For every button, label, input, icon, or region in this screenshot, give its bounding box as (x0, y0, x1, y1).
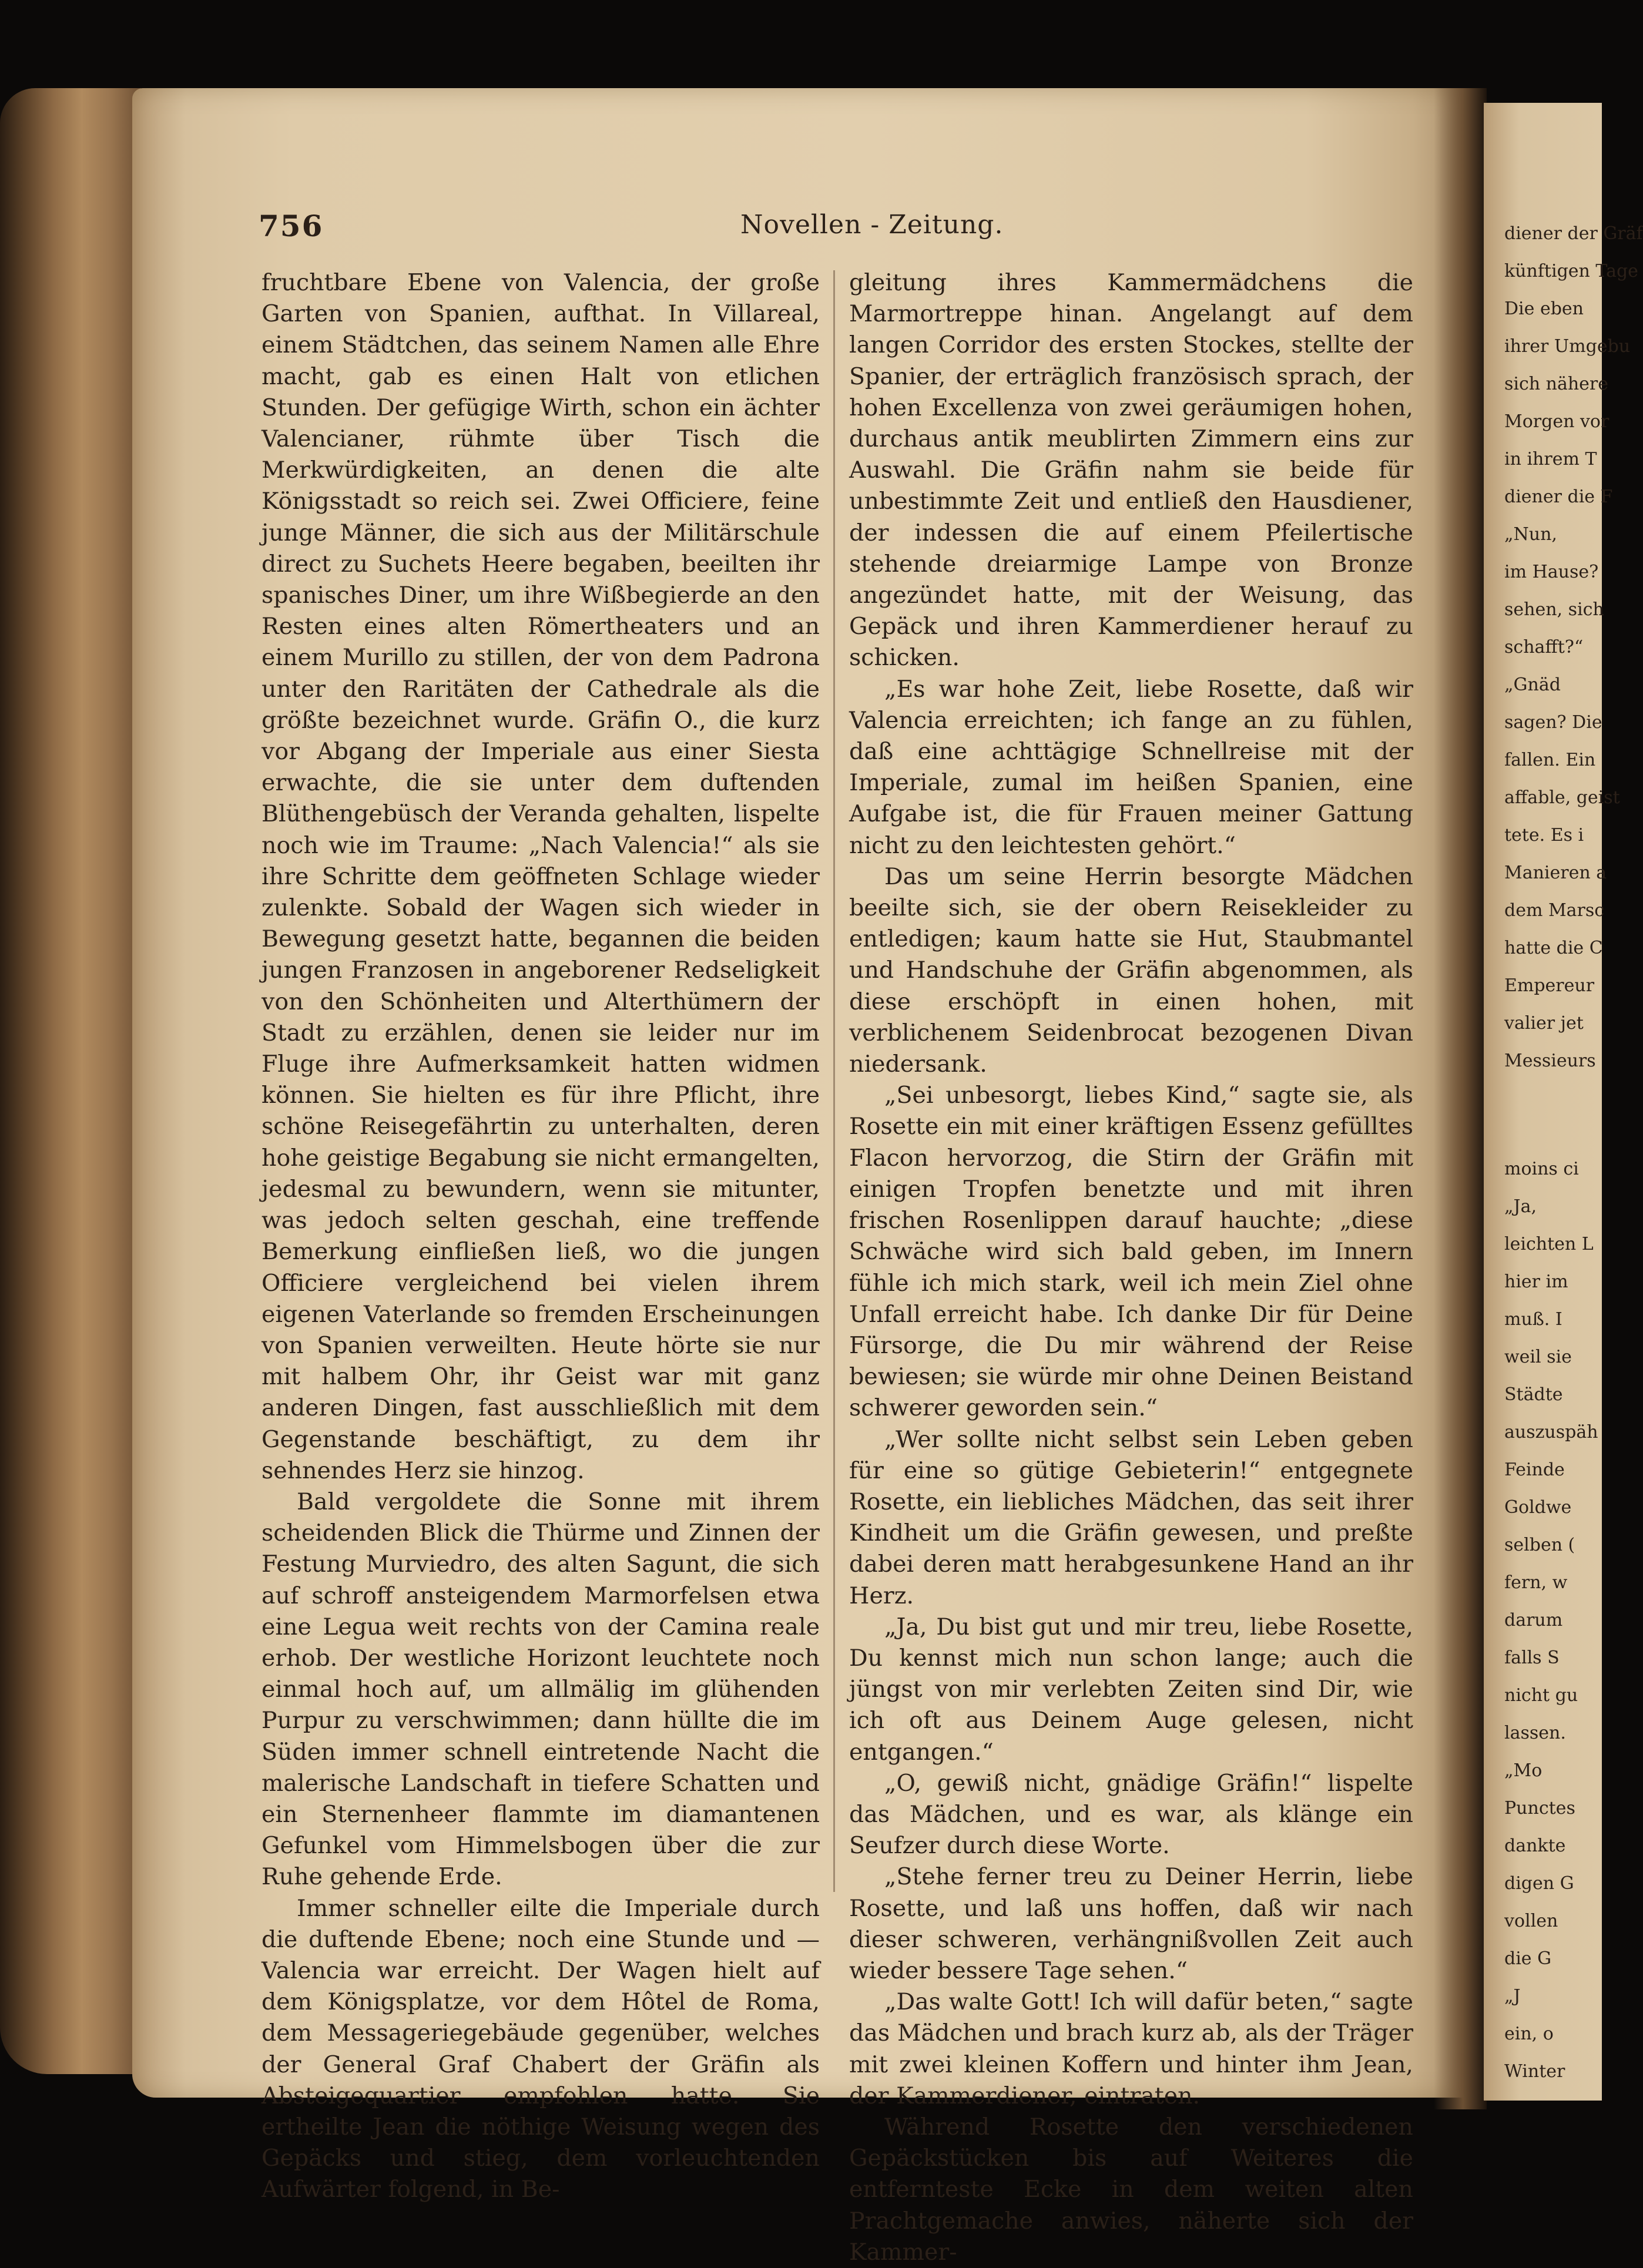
facing-page-line: hatte die C (1504, 938, 1603, 958)
paragraph: gleitung ihres Kammermädchens die Marmortreppe hinan. Angelangt auf dem langen Corridor des ersten Stockes, stellte der Spanier, der erträglich französisch sprach, der hohen Excellenza von zwei geräumigen hohen, durchaus antik meublirten Zimmern eins zur Auswahl. Die Gräfin nahm sie beide für unbestimmte Zeit und entließ den Hausdiener, der indessen die auf einem Pfeilertische stehende dreiarmige Lampe von Bronze angezündet hatte, mit der Weisung, das Gepäck und ihren Kammerdiener herauf zu schicken. (849, 269, 1413, 672)
facing-page-line: sehen, sich (1504, 599, 1604, 620)
facing-page-line: darum (1504, 1610, 1563, 1630)
facing-page-line: „J (1504, 1986, 1521, 2007)
paragraph: „Wer sollte nicht selbst sein Leben geben für eine so gütige Gebieterin!“ entgegnete Rosette, ein liebliches Mädchen, das seit ihrer Kindheit um die Gräfin gewesen, und preßte dabei deren matt herabgesunkene Hand an ihr Herz. (849, 1425, 1413, 1609)
facing-page-line: Feinde (1504, 1460, 1565, 1480)
facing-page-line: digen G (1504, 1873, 1574, 1894)
facing-page-line: tete. Es i (1504, 825, 1584, 846)
facing-page-line: Die eben (1504, 298, 1584, 319)
book-gutter (1434, 88, 1487, 2109)
column-divider (833, 270, 835, 1892)
paragraph: „Ja, Du bist gut und mir treu, liebe Rosette, Du kennst mich nun schon lange; auch die jüngst von mir verlebten Zeiten sind Dir, wie ich oft aus Deinem Auge gelesen, nicht entgangen.“ (849, 1613, 1413, 1766)
facing-page-line: valier jet (1504, 1013, 1584, 1034)
facing-page-line: weil sie (1504, 1347, 1572, 1367)
facing-page-line: hier im (1504, 1271, 1568, 1292)
book-page-edges (0, 88, 141, 2074)
facing-page-line: nicht gu (1504, 1685, 1578, 1706)
facing-page-line: künftigen Tage (1504, 261, 1638, 281)
facing-page-line: im Hause? (1504, 562, 1599, 582)
paragraph: „Sei unbesorgt, liebes Kind,“ sagte sie, als Rosette ein mit einer kräftigen Essenz gefülltes Flacon hervorzog, die Stirn der Gräfin mit einigen Tropfen benetzte und mit ihren frischen Rosenlippen darauf hauchte; „diese Schwäche wird sich bald geben, im Innern fühle ich mich stark, weil ich mein Ziel ohne Unfall erreicht habe. Ich danke Dir für Deine Fürsorge, die Du mir während der Reise bewiesen; sie würde mir ohne Deinen Beistand schwerer geworden sein.“ (849, 1082, 1413, 1422)
facing-page-line: leichten L (1504, 1234, 1594, 1254)
facing-page-line: selben ( (1504, 1535, 1575, 1555)
facing-page-line: diener die F (1504, 487, 1613, 507)
facing-page-line: affable, geist (1504, 787, 1620, 808)
facing-page-line: Morgen vor (1504, 411, 1610, 432)
facing-page-line: auszuspäh (1504, 1422, 1598, 1442)
facing-page-line: moins ci (1504, 1159, 1579, 1179)
paragraph: Das um seine Herrin besorgte Mädchen beeilte sich, sie der obern Reisekleider zu entledigen; kaum hatte sie Hut, Staubmantel und Handschuhe der Gräfin abgenommen, als diese erschöpft in einen hohen, mit verblichenem Seidenbrocat bezogenen Divan niedersank. (849, 863, 1413, 1078)
facing-page-line: Empereur (1504, 975, 1595, 996)
paragraph: „Stehe ferner treu zu Deiner Herrin, liebe Rosette, und laß uns hoffen, daß wir nach dieser schweren, verhängnißvollen Zeit auch wieder bessere Tage sehen.“ (849, 1863, 1413, 1984)
running-title: Novellen - Zeitung. (740, 210, 1004, 240)
facing-page-line: schafft?“ (1504, 637, 1584, 657)
facing-page-line: „Gnäd (1504, 675, 1561, 695)
paragraph: fruchtbare Ebene von Valencia, der große Garten von Spanien, aufthat. In Villareal, einem Städtchen, das seinem Namen alle Ehre macht, gab es einen Halt von etlichen Stunden. Der gefügige Wirth, schon ein ächter Valencianer, rühmte über Tisch die Merkwürdigkeiten, an denen die alte Königsstadt so reich sei. Zwei Officiere, feine junge Männer, die sich aus der Militärschule direct zu Suchets Heere begaben, beeilten ihr spanisches Diner, um ihre Wißbegierde an den Resten eines alten Römertheaters und an einem Murillo zu stillen, der von dem Padrona unter den Raritäten der Cathedrale als die größte bezeichnet wurde. Gräfin O., die kurz vor Abgang der Imperiale aus einer Siesta erwachte, die sie unter dem duftenden Blüthengebüsch der Veranda gehalten, lispelte noch wie im Traume: „Nach Valencia!“ als sie ihre Schritte dem geöffneten Schlage wieder zulenkte. Sobald der Wagen sich wieder in Bewegung gesetzt hatte, begannen die beiden jungen Franzosen in angeborener Redseligkeit von den Schönheiten und Alterthümern der Stadt zu erzählen, denen sie leider nur im Fluge ihre Aufmerksamkeit hatten widmen können. Sie hielten es für ihre Pflicht, ihre schöne Reisegefährtin zu unterhalten, deren hohe geistige Begabung sie nicht ermangelten, jedesmal zu bewundern, wenn sie mitunter, was jedoch selten geschah, eine treffende Bemerkung einfließen ließ, wo die jungen Officiere vergleichend bei vielen ihrem eigenen Vaterlande so fremden Erscheinungen von Spanien verweilten. Heute hörte sie nur mit halbem Ohr, ihr Geist war mit ganz anderen Dingen, fast ausschließlich mit dem Gegenstande beschäftigt, zu dem ihr sehnendes Herz sie hinzog. (261, 269, 820, 1484)
facing-page-line: vollen (1504, 1911, 1558, 1931)
facing-page-line: die G (1504, 1948, 1552, 1969)
facing-page-line: sich nähere (1504, 374, 1609, 394)
facing-page-line: ein, o (1504, 2024, 1554, 2044)
facing-page-line: „Ja, (1504, 1196, 1537, 1217)
page-header (259, 209, 1410, 250)
facing-page-line: Manieren a (1504, 863, 1607, 883)
facing-page-line: lassen. (1504, 1723, 1566, 1743)
facing-page-line: Messieurs (1504, 1051, 1596, 1071)
paragraph: Immer schneller eilte die Imperiale durch die duftende Ebene; noch eine Stunde und — Valencia war erreicht. Der Wagen hielt auf dem Königsplatze, vor dem Hôtel de Roma, dem Messageriegebäude gegenüber, welches der General Graf Chabert der Gräfin als Absteigequartier empfohlen hatte. Sie ertheilte Jean die nöthige Weisung wegen des Gepäcks und stieg, dem vorleuchtenden Aufwärter folgend, in Be- (261, 1894, 820, 2203)
facing-page-line: ihrer Umgebu (1504, 336, 1631, 357)
page-number: 756 (259, 209, 324, 243)
text-column-right (849, 267, 1413, 2266)
paragraph: „Es war hohe Zeit, liebe Rosette, daß wir Valencia erreichten; ich fange an zu fühlen, daß eine achttägige Schnellreise mit der Imperiale, zumal im heißen Spanien, eine Aufgabe ist, die für Frauen meiner Gattung nicht zu den leichtesten gehört.“ (849, 675, 1413, 859)
facing-page-line: sagen? Die (1504, 712, 1602, 733)
paragraph: Während Rosette den verschiedenen Gepäckstücken bis auf Weiteres die entfernteste Ecke in dem weiten alten Prachtgemache anwies, näherte sich der Kammer- (849, 2113, 1413, 2266)
paragraph: „Das walte Gott! Ich will dafür beten,“ sagte das Mädchen und brach kurz ab, als der Träger mit zwei kleinen Koffern und hinter ihm Jean, der Kammerdiener, eintraten. (849, 1988, 1413, 2109)
facing-page-line: Winter (1504, 2061, 1565, 2082)
facing-page-line: diener der Gräf (1504, 223, 1643, 244)
facing-page-line: dem Marsc (1504, 900, 1605, 921)
facing-page-line: falls S (1504, 1648, 1560, 1668)
facing-page-line: dankte (1504, 1836, 1566, 1856)
facing-page-line: Punctes (1504, 1798, 1575, 1819)
text-column-left (261, 267, 820, 2203)
paragraph: Bald vergoldete die Sonne mit ihrem scheidenden Blick die Thürme und Zinnen der Festung Murviedro, des alten Sagunt, die sich auf schroff ansteigendem Marmorfelsen etwa eine Legua weit rechts von der Camina reale erhob. Der westliche Horizont leuchtete noch einmal hoch auf, um allmälig im glühenden Purpur zu verschwimmen; dann hüllte die im Süden immer schnell eintretende Nacht die malerische Landschaft in tiefere Schatten und ein Sternenheer flammte im diamantenen Gefunkel vom Himmelsbogen über die zur Ruhe gehende Erde. (261, 1488, 820, 1891)
facing-page-line: muß. I (1504, 1309, 1562, 1330)
facing-page-line: fern, w (1504, 1572, 1568, 1593)
facing-page-line: Städte (1504, 1384, 1563, 1405)
facing-page-line: fallen. Ein (1504, 750, 1596, 770)
facing-page-line: „Mo (1504, 1760, 1543, 1781)
paragraph: „O, gewiß nicht, gnädige Gräfin!“ lispelte das Mädchen, und es war, als klänge ein Seufzer durch diese Worte. (849, 1769, 1413, 1860)
facing-page-line: Goldwe (1504, 1497, 1572, 1518)
facing-page-line: „Nun, (1504, 524, 1557, 545)
facing-page-line: in ihrem T (1504, 449, 1597, 469)
